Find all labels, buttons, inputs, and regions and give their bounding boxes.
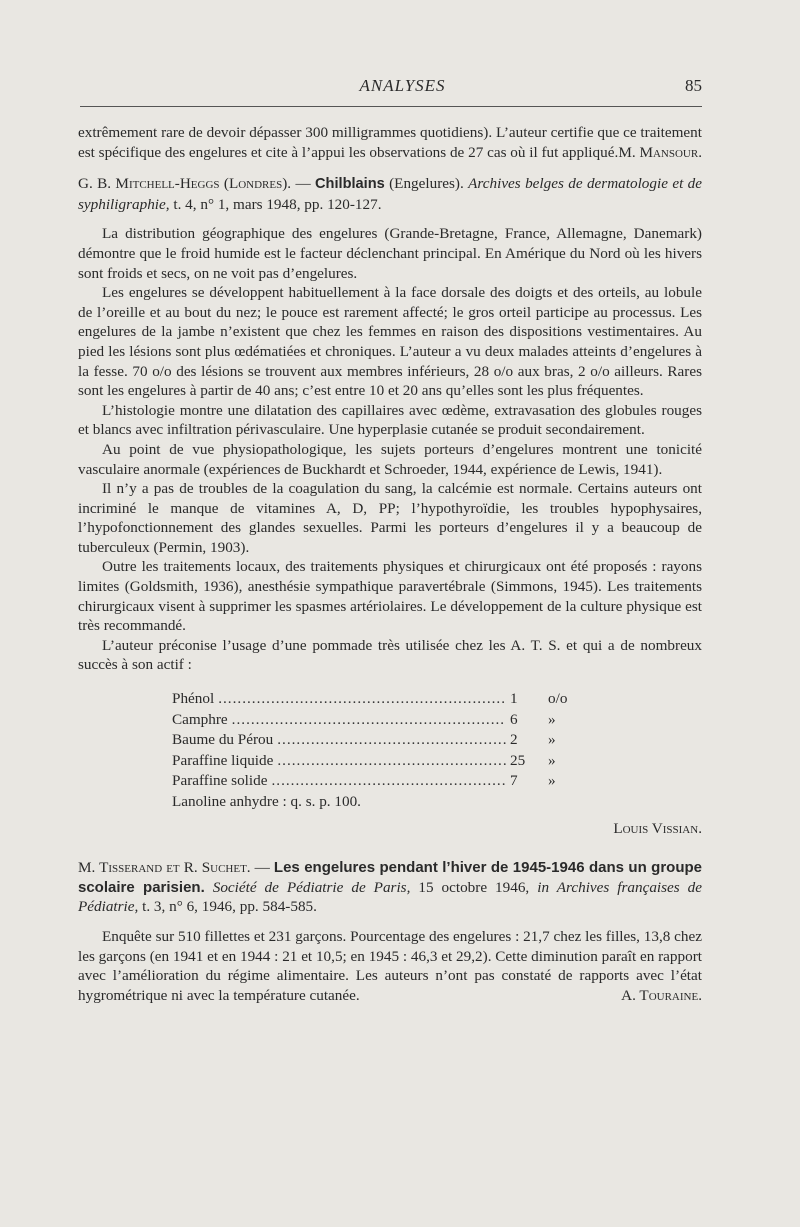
formula-unit: » [548,731,556,749]
formula-row [172,689,572,710]
article1-paragraph: Les engelures se développent habituellement à la face dorsale des doigts et des orteils, au lobule de l’oreille et au bout du nez; le pouce est rarement affecté; le gros orteil participe au processus. Les engelures de la jambe n’existent que chez les femmes en raison des dispositions vestimentaires. Au pied les lésions sont plus œdématiées et chroniques. L’auteur a vu deux malades atteints d’engelures à la fesse. 70 o/o des lésions se trouvent aux membres inférieurs, 28 o/o aux bras, 2 o/o ailleurs. Rares sont les engelures à partir de 40 ans; c’est entre 10 et 20 ans qu’elles sont les plus fréquentes. [78,284,702,400]
formula-ingredient: Paraffine solide [172,772,268,790]
article2-signature: A. Touraine. [621,986,702,1004]
formula-quantity: 25 [510,751,526,769]
running-head [80,76,702,107]
leader-dots [232,710,506,730]
formula-quantity: 2 [510,731,518,749]
formula-table [172,689,572,813]
article2-issue: n° 6, 1946, pp. 584-585. [169,898,317,916]
leader-dots [277,751,506,771]
article1-body [78,224,702,675]
formula-unit: » [548,710,556,728]
formula-unit: » [548,772,556,790]
article1-title-translation: (Engelures). [389,175,464,193]
formula-row [172,710,572,731]
article2-paragraph: Enquête sur 510 fillettes et 231 garçons. Pourcentage des engelures : 21,7 chez les filles, 13,8 chez les garçons (en 1941 et en 1944 : 21 et 10,5; en 1945 : 46,3 et 29,2). Cette diminution paraît en rapport avec l’amélioration du régime alimentaire. Les auteurs n’ont pas constaté de rapports avec l’état hygrométrique ni avec la température cutanée. [78,927,702,1004]
article2-in-journal: in Archives françaises de Pédiatrie, [78,878,703,916]
article1-paragraph: L’histologie montre une dilatation des capillaires avec œdème, extravasation des globules rouges et blancs avec infiltration périvasculaire. Une hyperplasie cutanée se produit secondairement. [78,401,702,439]
formula-row [172,730,572,751]
formula-unit: o/o [548,690,568,708]
body-text [78,123,702,1005]
intro-paragraph: extrêmement rare de devoir dépasser 300 milligrammes quotidiens). L’auteur certifie que ce traitement est spécifique des engelures et cite à l’appui les observations de 27 cas où il fut appliqué. [78,124,702,161]
leader-dots [271,771,506,791]
article2-reference [78,858,702,917]
article2-journal: Société de Pédiatrie de Paris, [212,878,411,896]
formula-excipient: Lanoline anhydre : q. s. p. 100. [172,793,361,810]
leader-dots [277,730,506,750]
formula-quantity: 6 [510,710,518,728]
article1-authors: G. B. Mitchell-Heggs (Londres). — [78,175,311,193]
article1-title: Chilblains [315,176,385,193]
article1-paragraph: Au point de vue physiopathologique, les sujets porteurs d’engelures montrent une tonicité vasculaire anormale (expériences de Buckhardt et Schroeder, 1944, expérience de Lewis, 1941). [78,440,702,478]
formula-ingredient: Phénol [172,690,215,708]
formula-ingredient: Camphre [172,710,228,728]
intro-signature: M. Mansour. [618,143,702,161]
article1-signature: Louis Vissian. [613,819,702,837]
article1-reference [78,174,702,214]
running-title: ANALYSES [359,76,446,95]
article2-authors: M. Tisserand et R. Suchet. — [78,859,270,877]
article1-issue: n° 1, mars 1948, pp. 120-127. [200,195,382,213]
article1-paragraph: L’auteur préconise l’usage d’une pommade très utilisée chez les A. T. S. et qui a de nombreux succès à son actif : [78,636,702,674]
article2-date: 15 octobre 1946, [418,878,530,896]
formula-ingredient: Paraffine liquide [172,751,274,769]
formula-ingredient: Baume du Pérou [172,731,274,749]
article1-paragraph: Il n’y a pas de troubles de la coagulation du sang, la calcémie est normale. Certains auteurs ont incriminé le manque de vitamines A, D, PP; l’hypothyroïdie, les troubles hypophysaires, l’hypofonctionnement des glandes sexuelles. Parmi les porteurs d’engelures il y a beaucoup de tuberculeux (Permin, 1903). [78,480,702,556]
article2-title: Les engelures pendant l’hiver de 1945-1946 dans un groupe scolaire parisien. [78,859,702,896]
leader-dots [218,689,506,709]
article1-volume: t. 4, [173,195,197,213]
article1-signature-row [78,819,702,839]
formula-quantity: 1 [510,690,518,708]
formula-row [172,771,572,792]
formula-unit: » [548,751,556,769]
article1-journal: Archives belges de dermatologie et de syphiligraphie, [78,175,702,213]
article2-volume: t. 3, [142,898,166,916]
page-number: 85 [685,76,702,95]
formula-quantity: 7 [510,772,518,790]
article1-paragraph: La distribution géographique des engelures (Grande-Bretagne, France, Allemagne, Danemark) démontre que le froid humide est le facteur déclenchant principal. En Amérique du Nord où les hivers sont froids et secs, on ne voit pas d’engelures. [78,225,702,282]
article1-paragraph: Outre les traitements locaux, des traitements physiques et chirurgicaux ont été proposés : rayons limites (Goldsmith, 1936), anesthésie sympathique paravertébrale (Simmons, 1945). Les traitements chirurgicaux visent à supprimer les spasmes artériolaires. Le développement de la culture physique est très recommandé. [78,558,702,635]
formula-row [172,751,572,772]
